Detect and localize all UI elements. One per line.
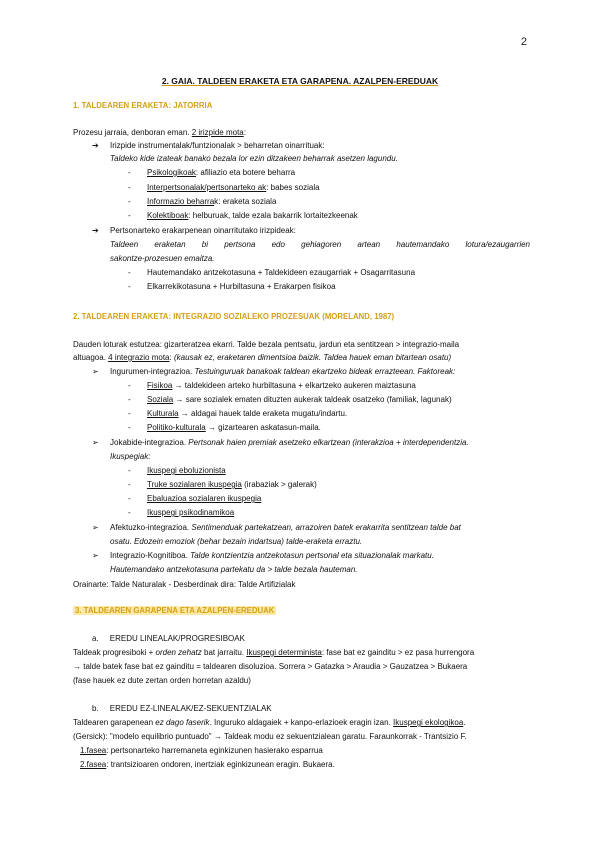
- item-rest: → sare sozialek ematen dituzten aukerak taldeak osatzeko (familiak, lagunak): [173, 395, 452, 404]
- dash-bullet-icon: -: [128, 282, 131, 291]
- s2-p2: [73, 353, 533, 363]
- s1-b2-desc-1: Taldeen eraketan bi pertsona edo gehiagoren artean hautemandako lotura/ezaugarrien: [110, 240, 530, 249]
- item-rest: → taldekideen arteko hurbiltasuna + elkartzeko aukeren maiztasuna: [172, 381, 416, 390]
- text-italic: ez dago faserik: [155, 718, 210, 727]
- s2-jokabide-desc: Pertsonak haien premiak asetzeko elkartzean (interakzioa + interdependentzia.: [188, 438, 469, 447]
- s1-b1-desc: Taldeko kide izateak banako bezala lor ezin ditzakeen beharrak asetzen lagundu.: [110, 154, 398, 163]
- s2-origin-note: Orainarte: Talde Naturalak - Desberdinak dira: Talde Artifizialak: [73, 580, 296, 589]
- dash-bullet-icon: -: [128, 381, 131, 390]
- dash-bullet-icon: -: [128, 395, 131, 404]
- s1-b1-item-4: [147, 211, 600, 221]
- s1-b1-title: Irizpide instrumentalak/funtzionalak > beharretan oinarrituak:: [110, 141, 325, 150]
- s3-b-phase-2: [80, 760, 540, 770]
- page-number: 2: [520, 36, 527, 48]
- s3-a-p2: → talde batek fase bat ez gainditu = taldearen disoluzioa. Sorrera > Gatazka > Araudia > Gauzatzea > Bukaera: [73, 662, 468, 671]
- section-2-heading: 2. TALDEAREN ERAKETA: INTEGRAZIO SOZIALEKO PROZESUAK (MORELAND, 1987): [73, 312, 395, 321]
- section-1-heading: 1. TALDEAREN ERAKETA: JATORRIA: [73, 101, 213, 110]
- s1-b2-item-1: Hautemandako antzekotasuna + Taldekideen ezaugarriak + Osagarritasuna: [147, 268, 416, 277]
- s3-b-phase-1: [80, 746, 540, 756]
- text-underlined: Ikuspegi determinista: [246, 648, 322, 657]
- s3-a-title: EREDU LINEALAK/PROGRESIBOAK: [109, 634, 245, 643]
- s2-kognitibo-title: Integrazio-Kognitiboa.: [110, 551, 191, 560]
- item-rest: : helburuak, talde ezala bakarrik lortaitezkeenak: [188, 211, 358, 220]
- s3-a-p3: (fase hauek ez dute zertan orden horretan azaldu): [73, 676, 251, 685]
- s2-p2-text: altuagoa.: [73, 353, 109, 362]
- text-underlined: Ikuspegi ekologikoa: [393, 718, 464, 727]
- s1-b1-item-1: [147, 168, 600, 178]
- item-term: Kolektiboak: [147, 211, 189, 220]
- item-rest: : babes soziala: [266, 183, 320, 192]
- s2-kognitibo: [110, 551, 570, 561]
- item-term: Politiko-kulturala: [147, 423, 206, 432]
- item-term: Fisikoa: [147, 381, 173, 390]
- item-term: Ikuspegi eboluzionista: [147, 466, 226, 475]
- s1-intro: [73, 128, 533, 138]
- item-term: Kulturala: [147, 409, 179, 418]
- text: bat jarraitu.: [201, 648, 247, 657]
- s2-jok-item-4: [147, 508, 600, 518]
- s2-p2-italic: (kausak ez, eraketaren dimentsioa baizik. Taldea hauek eman bitartean osatu): [173, 353, 452, 362]
- dash-bullet-icon: -: [128, 211, 131, 220]
- dash-bullet-icon: -: [128, 168, 131, 177]
- item-rest: → gizartearen askatasun-maila.: [205, 423, 321, 432]
- section-3-heading: 3. TALDEAREN GARAPENA ETA AZALPEN-EREDUAK: [75, 606, 275, 615]
- chevron-bullet-icon: ➢: [92, 523, 99, 532]
- s3-a-heading: [92, 634, 552, 644]
- s1-b2-title: Pertsonarteko erakarpenean oinarritutako irizpideak:: [110, 226, 296, 235]
- dash-bullet-icon: -: [128, 409, 131, 418]
- arrow-bullet-icon: ➔: [92, 141, 99, 150]
- phase-label: 2.fasea: [80, 760, 107, 769]
- s2-jok-item-2: [147, 480, 600, 490]
- document-title: 2. GAIA. TALDEEN ERAKETA ETA GARAPENA. AZALPEN-EREDUAK: [161, 76, 439, 86]
- s2-ing-item-2: [147, 395, 600, 405]
- s2-afektuzko-desc: Sentimenduak partekatzean, arrazoiren batek erakarrita sentitzean talde bat: [191, 523, 461, 532]
- s2-p2-underlined: 4 integrazio mota: [108, 353, 170, 362]
- s2-afektuzko-desc-2: osatu. Edozein emoziok (behar bezain indartsua) talde-eraketa erraztu.: [110, 537, 363, 546]
- s1-b1-item-2: [147, 183, 600, 193]
- s2-ing-item-4: [147, 423, 600, 433]
- s3-a-p1: [73, 648, 533, 658]
- s2-ing-item-1: [147, 381, 600, 391]
- s2-ingurumen-desc: Testuinguruak banakoak taldean ekartzeko bideak errazteean. Faktoreak:: [194, 367, 456, 376]
- chevron-bullet-icon: ➢: [92, 367, 99, 376]
- dash-bullet-icon: -: [128, 268, 131, 277]
- phase-text: : trantsizioaren ondoren, inertziak eginkizunean eragin. Bukaera.: [106, 760, 335, 769]
- s2-afektuzko-title: Afektuzko-integrazioa.: [110, 523, 192, 532]
- dash-bullet-icon: -: [128, 508, 131, 517]
- s3-b-p1: [73, 718, 533, 728]
- item-rest: k: eraketa soziala: [214, 197, 277, 206]
- s1-b2-item-2: Elkarrekikotasuna + Hurbiltasuna + Erakarpen fisikoa: [147, 282, 336, 291]
- text: . Inguruko aldagaiek + kanpo-erlazioek eragin izan.: [209, 718, 394, 727]
- s2-p1: Dauden loturak estutzea: gizarteratzea ekarri. Talde bezala pentsatu, jardun eta sentitzean > integrazio-maila: [73, 340, 460, 349]
- s1-b2-desc-2: sakontze-prozesuen emaitza.: [110, 254, 215, 263]
- s1-intro-colon: :: [243, 128, 246, 137]
- item-term: Ikuspegi psikodinamikoa: [147, 508, 235, 517]
- item-rest: (irabaziak > galerak): [241, 480, 317, 489]
- s2-afektuzko: [110, 523, 570, 533]
- s1-intro-underlined: 2 irizpide mota: [191, 128, 244, 137]
- text: .: [463, 718, 466, 727]
- item-term: Ebaluazioa sozialaren ikuspegia: [147, 494, 262, 503]
- s2-p2-colon: :: [169, 353, 174, 362]
- item-term: Informazio beharra: [147, 197, 215, 206]
- s2-jokabide: [110, 438, 570, 448]
- s1-intro-text: Prozesu jarraia, denboran eman.: [73, 128, 192, 137]
- item-term: Psikologikoak: [147, 168, 196, 177]
- arrow-bullet-icon: ➔: [92, 226, 99, 235]
- s2-kognitibo-desc-2: Hautemandako antzekotasuna partekatu da > talde bezala hauteman.: [110, 565, 358, 574]
- dash-bullet-icon: -: [128, 183, 131, 192]
- item-term: Soziala: [147, 395, 174, 404]
- s2-jokabide-desc-2: Ikuspegiak:: [110, 452, 151, 461]
- dash-bullet-icon: -: [128, 494, 131, 503]
- s3-b-label: b.: [92, 704, 99, 713]
- s2-jok-item-1: [147, 466, 600, 476]
- s2-ingurumen-title: Ingurumen-integrazioa.: [110, 367, 195, 376]
- dash-bullet-icon: -: [128, 466, 131, 475]
- phase-text: : pertsonarteko harremaneta eginkizunen hasierako esparrua: [106, 746, 323, 755]
- item-rest: → aldagai hauek talde eraketa mugatu/indartu.: [178, 409, 348, 418]
- text-italic: orden zehatz: [155, 648, 202, 657]
- text: Taldeak progresiboki +: [73, 648, 156, 657]
- s2-ingurumen: [110, 367, 570, 377]
- s3-b-title: EREDU EZ-LINEALAK/EZ-SEKUENTZIALAK: [109, 704, 272, 713]
- phase-label: 1.fasea: [80, 746, 107, 755]
- s3-a-label: a.: [92, 634, 99, 643]
- dash-bullet-icon: -: [128, 480, 131, 489]
- item-term: Truke sozialaren ikuspegia: [147, 480, 242, 489]
- s3-b-p2: (Gersick): "modelo equilibrio puntuado" → Taldeak modu ez sekuentzialean garatu. Faraunkorrak - Trantsizio F.: [73, 732, 467, 741]
- item-rest: : afiliazio eta botere beharra: [195, 168, 296, 177]
- text: Taldearen garapenean: [73, 718, 156, 727]
- dash-bullet-icon: -: [128, 423, 131, 432]
- s2-kognitibo-desc: Talde kontzientzia antzekotasun pertsonal eta situazionalak markatu.: [190, 551, 434, 560]
- text: : fase bat ez gainditu > ez pasa hurrengora: [321, 648, 475, 657]
- s1-b1-item-3: [147, 197, 600, 207]
- item-term: Interpertsonalak/pertsonarteko ak: [147, 183, 267, 192]
- s3-b-heading: [92, 704, 552, 714]
- s2-jok-item-3: [147, 494, 600, 504]
- chevron-bullet-icon: ➢: [92, 551, 99, 560]
- s2-jokabide-title: Jokabide-integrazioa.: [110, 438, 189, 447]
- dash-bullet-icon: -: [128, 197, 131, 206]
- section-3-heading-line: [73, 606, 533, 616]
- s2-ing-item-3: [147, 409, 600, 419]
- chevron-bullet-icon: ➢: [92, 438, 99, 447]
